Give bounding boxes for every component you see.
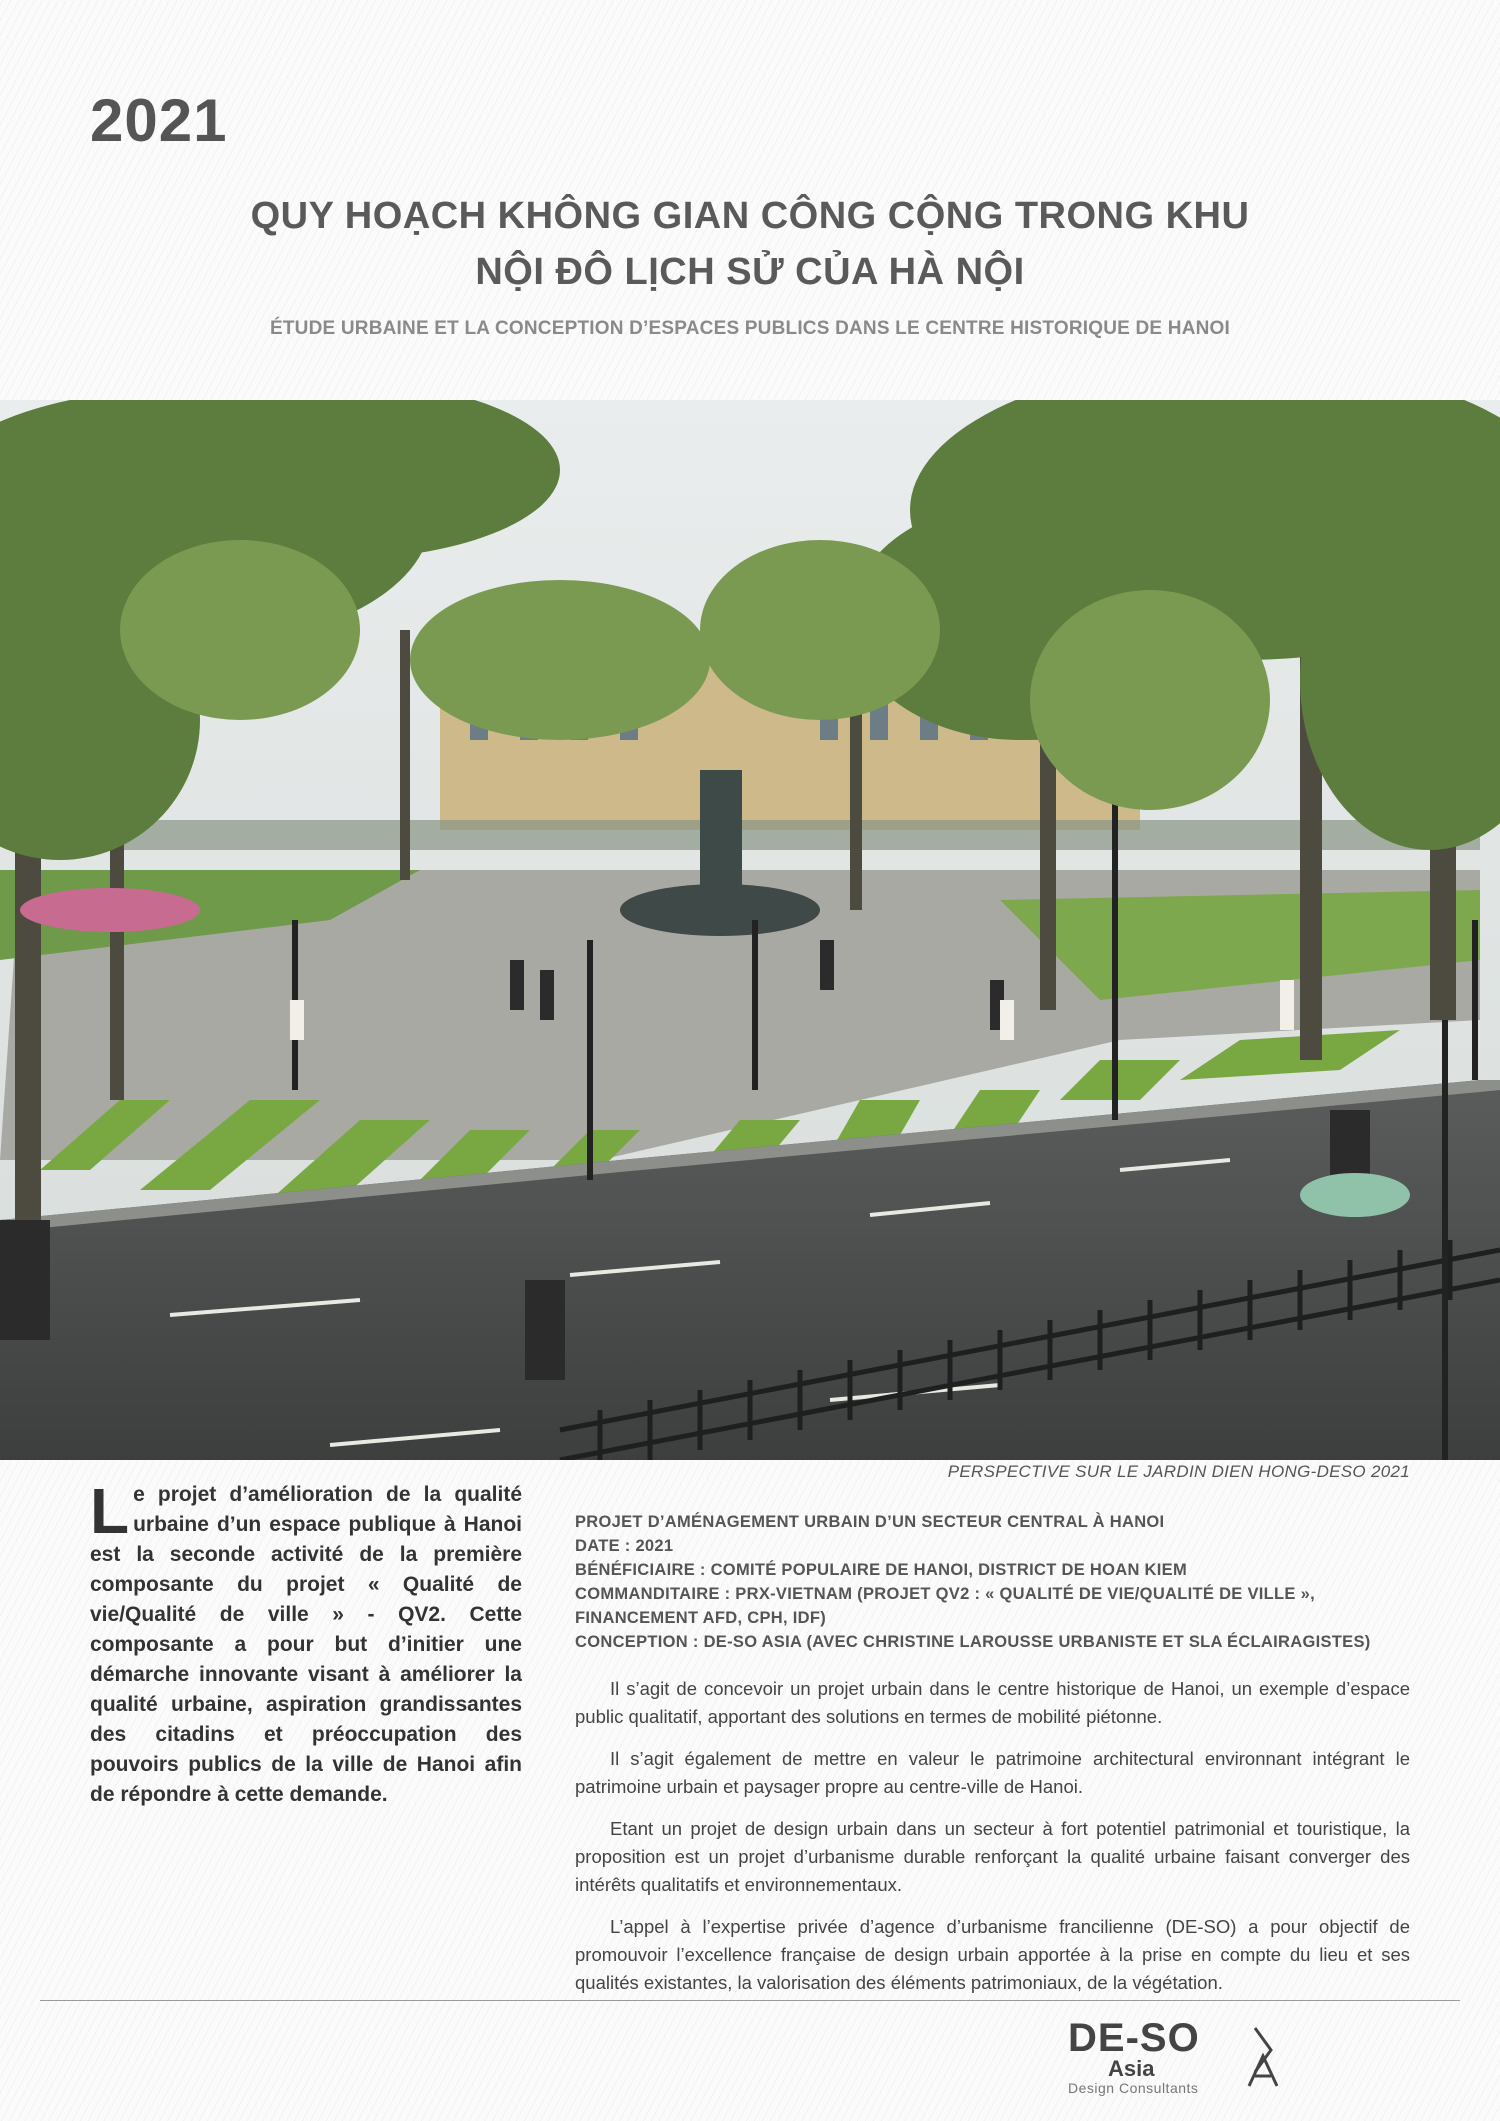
meta-client: COMMANDITAIRE : PRX-VIETNAM (PROJET QV2 : « QUALITÉ DE VIE/QUALITÉ DE VILLE », FINANCEMENT AFD, CPH, IDF) — [575, 1585, 1315, 1627]
title-line-2: NỘI ĐÔ LỊCH SỬ CỦA HÀ NỘI — [475, 251, 1025, 293]
logo-sub-text: Asia — [1108, 2056, 1155, 2081]
body-paragraph-3: Etant un projet de design urbain dans un secteur à fort potentiel patrimonial et touristique, la proposition est un projet d’urbanisme durable renforçant la qualité urbaine faisant converger des intérêts qualitatifs et environnementaux. — [575, 1818, 1410, 1895]
title-line-1: QUY HOẠCH KHÔNG GIAN CÔNG CỘNG TRONG KHU — [250, 195, 1250, 237]
logo-tagline: Design Consultants — [1068, 2080, 1199, 2096]
meta-date: DATE : 2021 — [575, 1537, 674, 1555]
meta-project: PROJET D’AMÉNAGEMENT URBAIN D’UN SECTEUR CENTRAL À HANOI — [575, 1513, 1165, 1531]
meta-design: CONCEPTION : DE-SO ASIA (AVEC CHRISTINE LAROUSSE URBANISTE ET SLA ÉCLAIRAGISTES) — [575, 1633, 1371, 1651]
project-rendering-image — [0, 400, 1500, 1460]
description-body — [575, 1675, 1410, 2011]
logo-main-text: DE-SO — [1068, 2016, 1200, 2060]
footer-divider — [40, 2000, 1460, 2001]
body-paragraph-4: L’appel à l’expertise privée d’agence d’urbanisme francilienne (DE-SO) a pour objectif de promouvoir l’excellence française de design urbain apportée à la prise en compte du lieu et ses qualités existantes, la valorisation des éléments patrimoniaux, de la végétation. — [575, 1916, 1410, 1993]
intro-text: e projet d’amélioration de la qualité urbaine d’un espace publique à Hanoi est la seconde activité de la première composante du projet « Qualité de vie/Qualité de ville » - QV2. Cette composante a pour but d’initier une démarche innovante visant à améliorer la qualité urbaine, aspiration grandissantes des citadins et préoccupation des pouvoirs publics de la ville de Hanoi afin de répondre à cette demande. — [90, 1483, 522, 1806]
project-info-block — [575, 1510, 1410, 1654]
body-paragraph-1: Il s’agit de concevoir un projet urbain dans le centre historique de Hanoi, un exemple d’espace public qualitatif, apportant des solutions en termes de mobilité piétonne. — [575, 1678, 1410, 1727]
drop-cap: L — [90, 1475, 130, 1547]
meta-beneficiary: BÉNÉFICIAIRE : COMITÉ POPULAIRE DE HANOI, DISTRICT DE HOAN KIEM — [575, 1561, 1188, 1579]
intro-paragraph — [90, 1475, 522, 1810]
body-paragraph-2: Il s’agit également de mettre en valeur le patrimoine architectural environnant intégrant le patrimoine urbain et paysager propre au centre-ville de Hanoi. — [575, 1748, 1410, 1797]
page-title — [150, 188, 1350, 300]
logo-mark-icon — [1245, 2022, 1281, 2094]
year-heading: 2021 — [90, 87, 228, 154]
photo-caption: PERSPECTIVE SUR LE JARDIN DIEN HONG-DESO 2021 — [947, 1462, 1410, 1481]
page-subtitle: ÉTUDE URBAINE ET LA CONCEPTION D’ESPACES PUBLICS DANS LE CENTRE HISTORIQUE DE HANOI — [270, 318, 1230, 339]
